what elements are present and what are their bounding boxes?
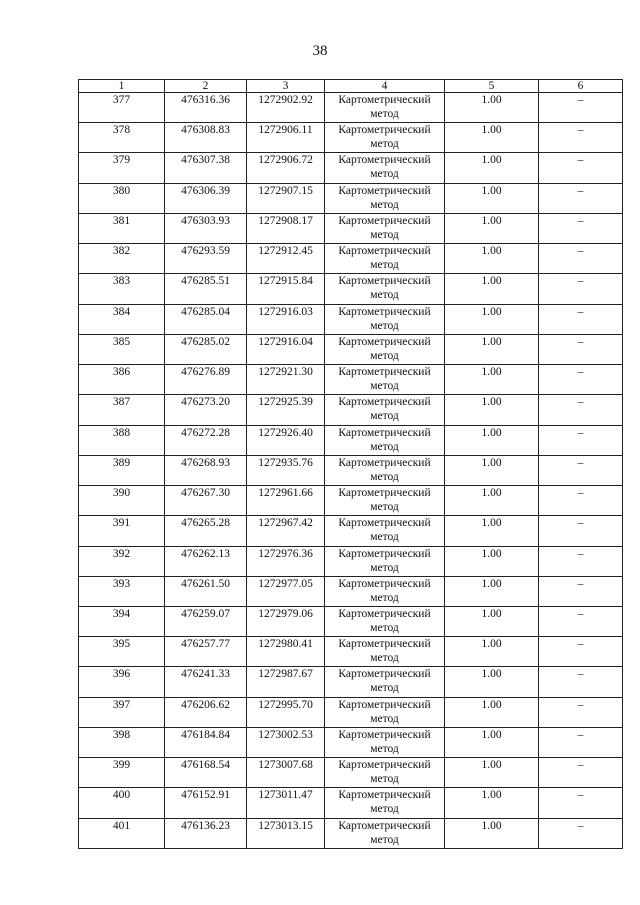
header-col-5: 5	[445, 80, 539, 93]
table-row	[79, 365, 623, 395]
note-cell: –	[539, 274, 623, 304]
point-number-cell: 392	[79, 546, 165, 576]
accuracy-cell: 1.00	[445, 123, 539, 153]
accuracy-cell: 1.00	[445, 395, 539, 425]
y-coordinate-cell: 1273002.53	[247, 727, 325, 757]
header-col-6: 6	[539, 80, 623, 93]
note-cell: –	[539, 697, 623, 727]
y-coordinate-cell: 1272921.30	[247, 365, 325, 395]
point-number-cell: 400	[79, 788, 165, 818]
accuracy-cell: 1.00	[445, 788, 539, 818]
y-coordinate-cell: 1272907.15	[247, 183, 325, 213]
note-cell: –	[539, 606, 623, 636]
table-row	[79, 516, 623, 546]
point-number-cell: 397	[79, 697, 165, 727]
note-cell: –	[539, 213, 623, 243]
accuracy-cell: 1.00	[445, 334, 539, 364]
method-cell: Картометрический метод	[325, 697, 445, 727]
method-cell: Картометрический метод	[325, 576, 445, 606]
method-cell: Картометрический метод	[325, 637, 445, 667]
method-cell: Картометрический метод	[325, 606, 445, 636]
method-cell: Картометрический метод	[325, 425, 445, 455]
x-coordinate-cell: 476276.89	[165, 365, 247, 395]
accuracy-cell: 1.00	[445, 304, 539, 334]
table-row	[79, 697, 623, 727]
point-number-cell: 387	[79, 395, 165, 425]
note-cell: –	[539, 667, 623, 697]
note-cell: –	[539, 153, 623, 183]
x-coordinate-cell: 476285.51	[165, 274, 247, 304]
point-number-cell: 388	[79, 425, 165, 455]
point-number-cell: 399	[79, 758, 165, 788]
x-coordinate-cell: 476262.13	[165, 546, 247, 576]
table-row	[79, 455, 623, 485]
x-coordinate-cell: 476316.36	[165, 93, 247, 123]
point-number-cell: 398	[79, 727, 165, 757]
table-row	[79, 183, 623, 213]
method-cell: Картометрический метод	[325, 818, 445, 848]
accuracy-cell: 1.00	[445, 576, 539, 606]
y-coordinate-cell: 1272912.45	[247, 244, 325, 274]
method-cell: Картометрический метод	[325, 486, 445, 516]
y-coordinate-cell: 1273007.68	[247, 758, 325, 788]
x-coordinate-cell: 476285.04	[165, 304, 247, 334]
note-cell: –	[539, 244, 623, 274]
method-cell: Картометрический метод	[325, 244, 445, 274]
x-coordinate-cell: 476285.02	[165, 334, 247, 364]
point-number-cell: 394	[79, 606, 165, 636]
method-cell: Картометрический метод	[325, 455, 445, 485]
x-coordinate-cell: 476308.83	[165, 123, 247, 153]
method-cell: Картометрический метод	[325, 304, 445, 334]
method-cell: Картометрический метод	[325, 758, 445, 788]
note-cell: –	[539, 788, 623, 818]
table-row	[79, 758, 623, 788]
accuracy-cell: 1.00	[445, 697, 539, 727]
x-coordinate-cell: 476268.93	[165, 455, 247, 485]
y-coordinate-cell: 1272915.84	[247, 274, 325, 304]
x-coordinate-cell: 476259.07	[165, 606, 247, 636]
x-coordinate-cell: 476206.62	[165, 697, 247, 727]
method-cell: Картометрический метод	[325, 123, 445, 153]
method-cell: Картометрический метод	[325, 334, 445, 364]
header-col-4: 4	[325, 80, 445, 93]
header-col-2: 2	[165, 80, 247, 93]
y-coordinate-cell: 1272961.66	[247, 486, 325, 516]
x-coordinate-cell: 476152.91	[165, 788, 247, 818]
method-cell: Картометрический метод	[325, 395, 445, 425]
accuracy-cell: 1.00	[445, 93, 539, 123]
y-coordinate-cell: 1273013.15	[247, 818, 325, 848]
table-row	[79, 486, 623, 516]
accuracy-cell: 1.00	[445, 274, 539, 304]
method-cell: Картометрический метод	[325, 546, 445, 576]
table-row	[79, 637, 623, 667]
accuracy-cell: 1.00	[445, 516, 539, 546]
table-row	[79, 93, 623, 123]
point-number-cell: 377	[79, 93, 165, 123]
y-coordinate-cell: 1272977.05	[247, 576, 325, 606]
table-row	[79, 576, 623, 606]
point-number-cell: 386	[79, 365, 165, 395]
y-coordinate-cell: 1272979.06	[247, 606, 325, 636]
y-coordinate-cell: 1272926.40	[247, 425, 325, 455]
note-cell: –	[539, 516, 623, 546]
accuracy-cell: 1.00	[445, 667, 539, 697]
x-coordinate-cell: 476272.28	[165, 425, 247, 455]
method-cell: Картометрический метод	[325, 93, 445, 123]
page-number: 38	[312, 43, 328, 59]
x-coordinate-cell: 476293.59	[165, 244, 247, 274]
x-coordinate-cell: 476306.39	[165, 183, 247, 213]
point-number-cell: 383	[79, 274, 165, 304]
y-coordinate-cell: 1272987.67	[247, 667, 325, 697]
note-cell: –	[539, 758, 623, 788]
point-number-cell: 391	[79, 516, 165, 546]
method-cell: Картометрический метод	[325, 153, 445, 183]
x-coordinate-cell: 476136.23	[165, 818, 247, 848]
y-coordinate-cell: 1272980.41	[247, 637, 325, 667]
point-number-cell: 380	[79, 183, 165, 213]
note-cell: –	[539, 727, 623, 757]
y-coordinate-cell: 1272925.39	[247, 395, 325, 425]
accuracy-cell: 1.00	[445, 606, 539, 636]
y-coordinate-cell: 1272906.11	[247, 123, 325, 153]
table-row	[79, 213, 623, 243]
y-coordinate-cell: 1272908.17	[247, 213, 325, 243]
method-cell: Картометрический метод	[325, 727, 445, 757]
note-cell: –	[539, 304, 623, 334]
x-coordinate-cell: 476303.93	[165, 213, 247, 243]
table-row	[79, 334, 623, 364]
point-number-cell: 393	[79, 576, 165, 606]
y-coordinate-cell: 1272916.03	[247, 304, 325, 334]
method-cell: Картометрический метод	[325, 365, 445, 395]
table-row	[79, 788, 623, 818]
point-number-cell: 396	[79, 667, 165, 697]
note-cell: –	[539, 486, 623, 516]
note-cell: –	[539, 123, 623, 153]
coordinates-table	[78, 79, 623, 849]
table-row	[79, 425, 623, 455]
y-coordinate-cell: 1272906.72	[247, 153, 325, 183]
y-coordinate-cell: 1273011.47	[247, 788, 325, 818]
note-cell: –	[539, 637, 623, 667]
x-coordinate-cell: 476168.54	[165, 758, 247, 788]
note-cell: –	[539, 93, 623, 123]
y-coordinate-cell: 1272995.70	[247, 697, 325, 727]
table-row	[79, 304, 623, 334]
accuracy-cell: 1.00	[445, 758, 539, 788]
note-cell: –	[539, 455, 623, 485]
point-number-cell: 395	[79, 637, 165, 667]
accuracy-cell: 1.00	[445, 425, 539, 455]
header-col-3: 3	[247, 80, 325, 93]
accuracy-cell: 1.00	[445, 818, 539, 848]
y-coordinate-cell: 1272916.04	[247, 334, 325, 364]
note-cell: –	[539, 183, 623, 213]
table-row	[79, 123, 623, 153]
table-row	[79, 153, 623, 183]
x-coordinate-cell: 476273.20	[165, 395, 247, 425]
accuracy-cell: 1.00	[445, 727, 539, 757]
point-number-cell: 389	[79, 455, 165, 485]
accuracy-cell: 1.00	[445, 213, 539, 243]
accuracy-cell: 1.00	[445, 244, 539, 274]
note-cell: –	[539, 818, 623, 848]
note-cell: –	[539, 576, 623, 606]
note-cell: –	[539, 365, 623, 395]
point-number-cell: 401	[79, 818, 165, 848]
table-row	[79, 395, 623, 425]
accuracy-cell: 1.00	[445, 486, 539, 516]
point-number-cell: 390	[79, 486, 165, 516]
table-row	[79, 244, 623, 274]
method-cell: Картометрический метод	[325, 516, 445, 546]
y-coordinate-cell: 1272976.36	[247, 546, 325, 576]
y-coordinate-cell: 1272967.42	[247, 516, 325, 546]
y-coordinate-cell: 1272935.76	[247, 455, 325, 485]
point-number-cell: 382	[79, 244, 165, 274]
x-coordinate-cell: 476267.30	[165, 486, 247, 516]
table-row	[79, 667, 623, 697]
x-coordinate-cell: 476241.33	[165, 667, 247, 697]
accuracy-cell: 1.00	[445, 153, 539, 183]
method-cell: Картометрический метод	[325, 667, 445, 697]
header-col-1: 1	[79, 80, 165, 93]
header-row	[79, 80, 623, 93]
table-row	[79, 727, 623, 757]
x-coordinate-cell: 476257.77	[165, 637, 247, 667]
table-row	[79, 546, 623, 576]
method-cell: Картометрический метод	[325, 274, 445, 304]
point-number-cell: 385	[79, 334, 165, 364]
method-cell: Картометрический метод	[325, 213, 445, 243]
note-cell: –	[539, 425, 623, 455]
table-row	[79, 606, 623, 636]
table-header	[79, 80, 623, 93]
x-coordinate-cell: 476307.38	[165, 153, 247, 183]
x-coordinate-cell: 476265.28	[165, 516, 247, 546]
x-coordinate-cell: 476261.50	[165, 576, 247, 606]
x-coordinate-cell: 476184.84	[165, 727, 247, 757]
point-number-cell: 379	[79, 153, 165, 183]
accuracy-cell: 1.00	[445, 365, 539, 395]
accuracy-cell: 1.00	[445, 183, 539, 213]
point-number-cell: 384	[79, 304, 165, 334]
accuracy-cell: 1.00	[445, 637, 539, 667]
method-cell: Картометрический метод	[325, 788, 445, 818]
table-row	[79, 274, 623, 304]
accuracy-cell: 1.00	[445, 455, 539, 485]
y-coordinate-cell: 1272902.92	[247, 93, 325, 123]
point-number-cell: 381	[79, 213, 165, 243]
table-body	[79, 93, 623, 849]
note-cell: –	[539, 334, 623, 364]
accuracy-cell: 1.00	[445, 546, 539, 576]
point-number-cell: 378	[79, 123, 165, 153]
method-cell: Картометрический метод	[325, 183, 445, 213]
note-cell: –	[539, 546, 623, 576]
note-cell: –	[539, 395, 623, 425]
table-row	[79, 818, 623, 848]
